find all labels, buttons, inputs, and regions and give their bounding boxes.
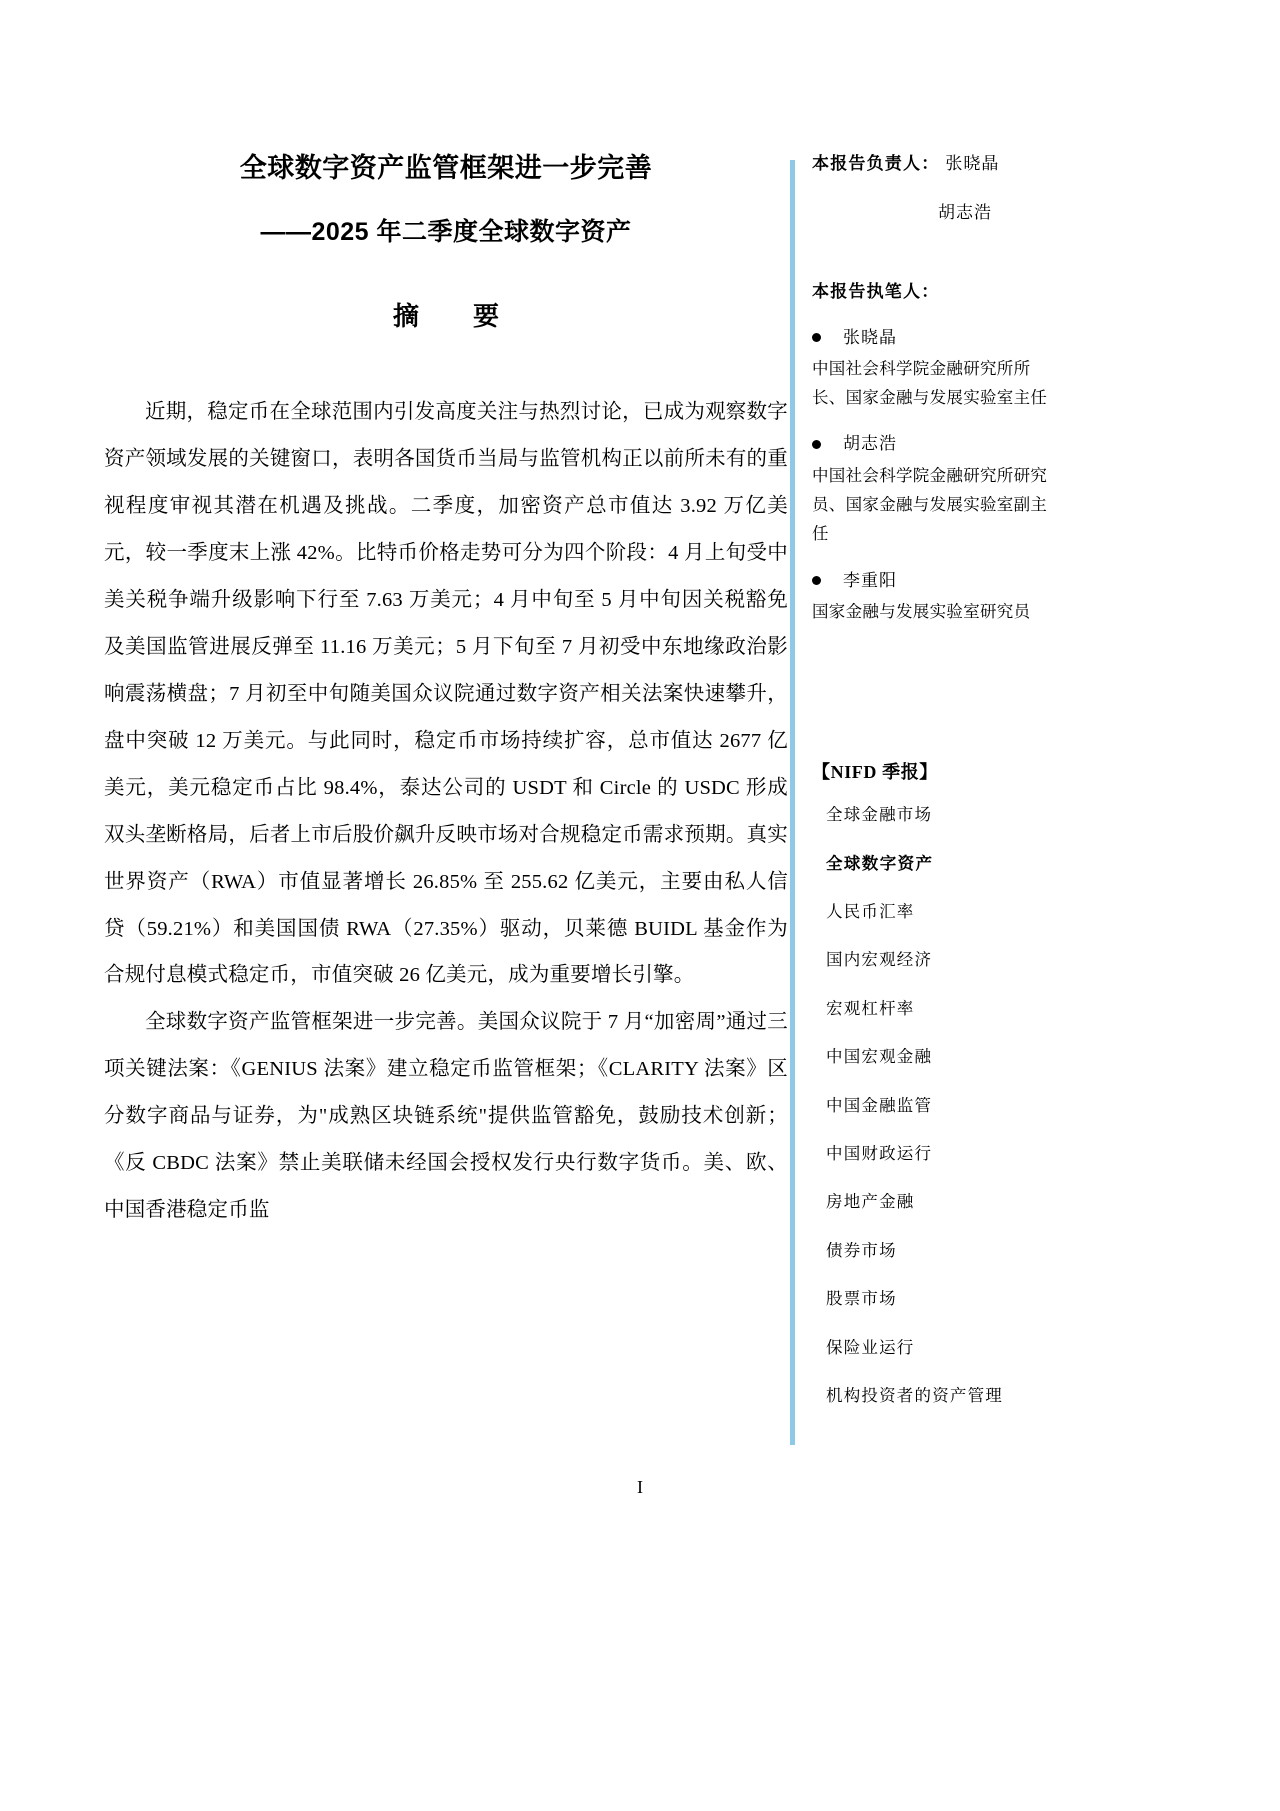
author-affiliation: 国家金融与发展实验室研究员 xyxy=(812,601,1031,621)
page-title: 全球数字资产监管框架进一步完善 xyxy=(239,153,653,183)
nifd-list-item[interactable]: 中国金融监管 xyxy=(826,1095,933,1115)
nifd-list-item[interactable]: 房地产金融 xyxy=(826,1192,915,1212)
author-name-row xyxy=(812,567,1052,594)
nifd-series-block xyxy=(812,758,1052,1409)
author-entry xyxy=(812,430,1052,548)
page-number: I xyxy=(637,1477,643,1497)
report-writers-label: 本报告执笔人： xyxy=(812,282,940,302)
author-name: 李重阳 xyxy=(843,570,897,590)
abstract-paragraph-2: 全球数字资产监管框架进一步完善。美国众议院于 7 月“加密周”通过三项关键法案：《GENIUS 法案》建立稳定币监管框架；《CLARITY 法案》区分数字商品与证券，为"成熟区块链系统"提供监管豁免，鼓励技术创新；《反 CBDC 法案》禁止美联储未经国会授权发行央行数字货币。美、欧、中国香港稳定币监 xyxy=(104,1011,788,1222)
abstract-paragraph-1: 近期，稳定币在全球范围内引发高度关注与热烈讨论，已成为观察数字资产领域发展的关键窗口，表明各国货币当局与监管机构正以前所未有的重视程度审视其潜在机遇及挑战。二季度，加密资产总市值达 3.92 万亿美元，较一季度末上涨 42%。比特币价格走势可分为四个阶段：4 月上旬受中美关税争端升级影响下行至 7.63 万美元；4 月中旬至 5 月中旬因关税豁免及美国监管进展反弹至 11.16 万美元；5 月下旬至 7 月初受中东地缘政治影响震荡横盘；7 月初至中旬随美国众议院通过数字资产相关法案快速攀升，盘中突破 12 万美元。与此同时，稳定币市场持续扩容，总市值达 2677 亿美元，美元稳定币占比 98.4%，泰达公司的 USDT 和 Circle 的 USDC 形成双头垄断格局，后者上市后股价飙升反映市场对合规稳定币需求预期。真实世界资产（RWA）市值显著增长 26.85% 至 255.62 亿美元，主要由私人信贷（59.21%）和美国国债 RWA（27.35%）驱动，贝莱德 BUIDL 基金作为合规付息模式稳定币，市值突破 26 亿美元，成为重要增长引擎。 xyxy=(104,401,788,987)
report-lead-label: 本报告负责人： xyxy=(812,154,940,173)
section-heading-abstract: 摘 要 xyxy=(392,302,513,332)
nifd-list-item[interactable]: 全球数字资产 xyxy=(826,853,934,873)
report-lead-name-1: 张晓晶 xyxy=(945,154,1000,173)
author-name: 胡志浩 xyxy=(843,434,897,454)
author-name-row xyxy=(812,324,1052,351)
nifd-list-item[interactable]: 股票市场 xyxy=(826,1289,897,1309)
sidebar xyxy=(812,150,1052,1431)
bullet-icon xyxy=(812,440,821,449)
nifd-list-item[interactable]: 人民币汇率 xyxy=(826,902,915,922)
nifd-series-list xyxy=(812,802,1052,1409)
author-name: 张晓晶 xyxy=(843,327,897,347)
main-content-column xyxy=(104,150,788,1234)
page-subtitle: ——2025 年二季度全球数字资产 xyxy=(260,218,632,247)
author-affiliation: 中国社会科学院金融研究所所长、国家金融与发展实验室主任 xyxy=(812,358,1048,408)
nifd-list-item[interactable]: 中国财政运行 xyxy=(826,1144,933,1164)
author-entry xyxy=(812,324,1052,413)
nifd-list-item[interactable]: 宏观杠杆率 xyxy=(826,998,915,1018)
author-name-row xyxy=(812,430,1052,457)
nifd-series-title: 【NIFD 季报】 xyxy=(812,762,938,783)
report-lead-name-2: 胡志浩 xyxy=(938,203,992,223)
report-lead-block xyxy=(812,150,1052,177)
bullet-icon xyxy=(812,576,821,585)
nifd-list-item[interactable]: 中国宏观金融 xyxy=(826,1047,933,1067)
report-writers-block xyxy=(812,278,1052,626)
nifd-list-item[interactable]: 全球金融市场 xyxy=(826,805,933,825)
author-entry xyxy=(812,567,1052,627)
author-affiliation: 中国社会科学院金融研究所研究员、国家金融与发展实验室副主任 xyxy=(812,465,1048,544)
nifd-list-item[interactable]: 国内宏观经济 xyxy=(826,950,933,970)
nifd-list-item[interactable]: 债券市场 xyxy=(826,1240,897,1260)
bullet-icon xyxy=(812,333,821,342)
vertical-divider xyxy=(790,160,795,1445)
nifd-list-item[interactable]: 机构投资者的资产管理 xyxy=(826,1385,1003,1405)
nifd-list-item[interactable]: 保险业运行 xyxy=(826,1337,915,1357)
